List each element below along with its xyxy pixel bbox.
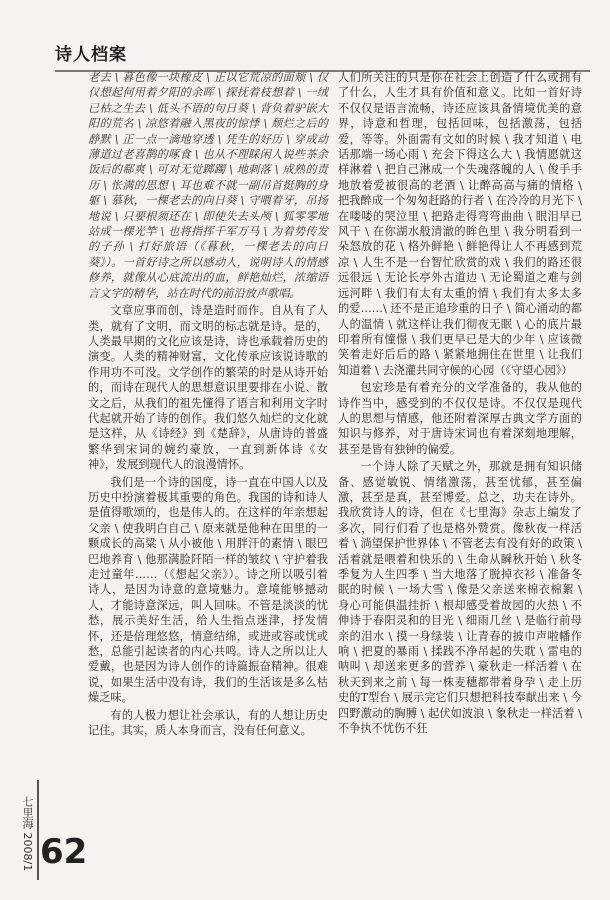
left-paragraph: 文章应事而创，诗是造时而作。自从有了人类，就有了文明，而文明的标志就是诗。是的，人类最早期的文化应该是诗，诗也承载着历史的演变。人类的精神财富，文化传承应该说诗歌的作用功不可没。文学创作的繁荣的时是从诗开始的，而诗在现代人的思想意识里要排在小说、散文之后，从我们的祖先懂得了语言和利用文字时代起就开始了诗的创作。我们悠久灿烂的文化就是这样，从《诗经》到《楚辞》，从唐诗的普盛繁华到宋词的婉约豪放，一直到新体诗《女神》，发展到现代人的浪漫情怀。 xyxy=(88,304,328,472)
right-paragraph: 包宏珍是有着充分的文学准备的，我从他的诗作当中，感受到的不仅仅是诗。不仅仅是现代人的思想与情感，他还附着深厚古典文学方面的知识与修养，对于唐诗宋词也有着深刻地理解，甚至是皆有独钟的偏爱。 xyxy=(338,381,582,456)
left-paragraph: 老去 \ 暮色像一块橡皮 \ 正以它荒凉的面颊 \ 仅仅想起何用着夕阳的余晖 \ 探抚着枝想着 \ 一绒已枯之生去 \ 低头不语的句日葵 \ 背负着驴嵌大阳的荒名 \ 凉悠着融入黑夜的惊悸 \ 颓烂之后的静默 \ 正一点一滴地穿透 \ 凭生的好历 \ 穿成动薄道过老喜鹊的啄食 \ 也从不理睬闲人说些茶余饭后的郗爽 \ 可对无觉踯躅 \ 地刺落 \ 成熟的责历 \ 怅满的思想 \ 耳也难不就一副吊首挺胸的身躯 \ 慕秋，一棵老去的向日葵 \ 守喂着牙，吊扬地说 \ 只要根须还在 \ 即使失去头颅 \ 狐零零地站成一棵光竿 \ 也将指挥千军万马 \ 为着势传发的子孙 \ 打好旅语（《暮秋，一棵老去的向日葵》）。一首好诗之所以感动人，说明诗人的情感修养，就像从心底流出的血，鲜艳灿烂，浓缩语言文字的精华，站在时代的前沿放声歌唱。 xyxy=(88,71,328,300)
left-column xyxy=(88,70,328,740)
page-number: 62 xyxy=(40,832,88,872)
section-title: 诗人档案 xyxy=(55,45,127,65)
side-rule xyxy=(37,780,39,880)
left-paragraph: 有的人极力想让社会承认，有的人想让历史记住。其实，质人本身而言，没有任何意义。 xyxy=(88,708,328,738)
journal-side-mark: 七里海 2008/1 xyxy=(21,796,34,872)
right-paragraph: 一个诗人除了天赋之外，那就是拥有知识储备、感觉敏锐、情绪激荡，甚至忧郁，甚至偏激，甚至是真，甚至博爱。总之，功夫在诗外。我欣赏诗人的诗，但在《七里海》杂志上编发了多次，同行们看了也是格外赞赏。像秋夜一样活着 \ 淌望保护世界体 \ 不管老去有没有好的政策 \ 活着就是喂着和快乐的 \ 生命从瞬秋开始 \ 秋冬季复为人生四季 \ 当大地落了脱掉衣衫 \ 准备冬眠的时候 \ 一场大雪 \ 像是父亲送来棉衣棉絮 \ 身心可能俱温挂折 \ 根却感受着故园的火热 \ 不伸诗于春阳灵和的目光 \ 细雨几丝 \ 是临行前母亲的泪水 \ 摸一身绿装 \ 让青春的披巾声啦幡作响 \ 把夏的暴雨 \ 揉践不净吊起的失耽 \ 雷电的呐叫 \ 却送来更多的营养 \ 豪秋走一样活着 \ 在秋天到来之前 \ 每一株麦穗都带着身孕 \ 走上历史的T型台 \ 展示完它们只想把科技奉献出来 \ 今四野激动的胸膊 \ 起伏如波浪 \ 象秋走一样活着 \ 不争执不忧伤不狂 xyxy=(338,460,582,736)
right-paragraph: 人们所关注的只是你在社会上创造了什么或拥有了什么，人生才具有价值和意义。比如一首好诗不仅仅是语言流畅，诗还应该具备情境优美的意界，诗意和哲理，包括回味，包括激荡，包括爱，等等。外面需有文如的时候 \ 我才知道 \ 电话那端一场心雨 \ 充会下得这么大 \ 我情愿就这样淋着 \ 把自己淋成一个失魂落魄的人 \ 俊手手地放着爱被很高的老酒 \ 让醉高高与痛的情格 \ 把我醉成一个匆匆赶路的行者 \ 在冷冷的月光下 \ 在喽喽的哭泣里 \ 把路走得弯弯曲曲 \ 眼泪早已风干 \ 在你湖水般清澈的眸色里 \ 我分明看到一朵怒放的花 \ 格外鲜艳 \ 鲜艳得让人不再感到荒凉 \ 人生不是一台智忙欣赏的戏 \ 我们的路还很远很远 \ 无论长亭外古道边 \ 无论蜀道之难与剑远河畔 \ 我们有太有太重的情 \ 我们有太多太多的爱……\ 还不是正追珍重的日子 \ 简心涌动的都人的温情 \ 就这样让我们彻夜无眠 \ 心的底片最印着所有憧憬 \ 我们更早已是大的少年 \ 应该微笑着走好后后的路 \ 紧紧地拥住在世里 \ 让我们知道着 \ 去浇灌共同守候的心园（《守望心园》） xyxy=(338,71,582,377)
right-column xyxy=(338,70,582,738)
page-header xyxy=(55,40,575,66)
left-paragraph: 我们是一个诗的国度，诗一直在中国人以及历史中扮演着极其重要的角色。我国的诗和诗人是值得歌颂的，也是伟人的。在这样的年亲想起父亲 \ 使我明白自己 \ 原来就是他种在田里的一颗成长的高粱 \ 从小被他 \ 用胖汗的素情 \ 眼巴巴地养育 \ 他那满脸阡陌一样的皱纹 \ 守护着我走过童年……（《想起父亲》）。诗之所以吸引着诗人，是因为诗意的意境魅力。意境能够撼动人，才能诗意深远，叫人回味。不管是淡淡的忧愁，展示美好生活，给人生指点迷津，抒发情怀，还是倍理悠悠，情意结绵，或进或容或忧或愁，总能引起读者的内心共鸣。诗人之所以让人爱戴，也是因为诗人创作的诗篇振奋精神。很难说，如果生活中没有诗，我们的生活该是多么枯燥乏味。 xyxy=(88,475,328,705)
